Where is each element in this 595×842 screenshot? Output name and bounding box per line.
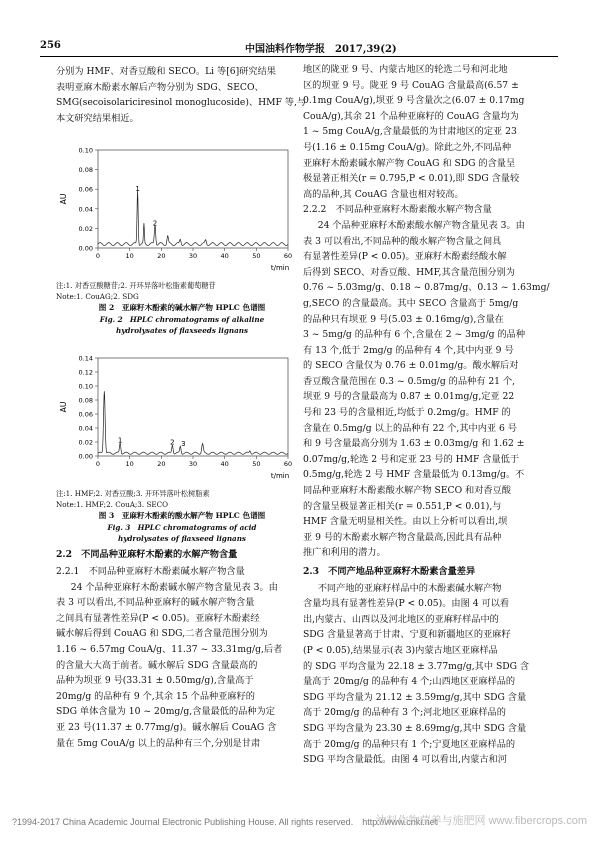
intro-paragraph [56, 64, 308, 126]
text-line: 的 SECO 含量仅为 0.76 ± 0.01mg/g。酸水解后对 [303, 360, 519, 372]
y-tick-label: 0.10 [78, 146, 93, 155]
peak-label: 2 [170, 438, 175, 447]
text-line: 24 个品种亚麻籽木酚素碱水解产物含量见表 3。由 [70, 581, 278, 593]
x-tick-label: 40 [220, 460, 229, 469]
text-line: 亚 23 号(11.37 ± 0.77mg/g)。碱水解后 CouAG 含 [56, 721, 277, 733]
copyright-footer: ?1994-2017 China Academic Journal Electronic Publishing House. All rights reserved. http://www.cnki.net [12, 817, 438, 827]
text-line: CouA/g),其余 21 个品种亚麻籽的 CouAG 含量均为 [303, 110, 519, 122]
text-line: 表 3 可以看出,不同品种亚麻籽的碱水解产物含量 [56, 597, 255, 609]
text-line: 号和 23 号的含量相近,均低于 0.2mg/g。HMF 的 [303, 407, 511, 419]
x-tick-label: 60 [283, 460, 293, 469]
text-line: 的品种只有坝亚 9 号(5.03 ± 0.16mg/g),含量在 [303, 313, 504, 325]
text-line: 品种为坝亚 9 号(33.31 ± 0.50mg/g),含量高于 [56, 675, 254, 687]
y-axis-label: AU [59, 402, 68, 413]
text-line: 高的品种,其 CouAG 含量也相对较高。 [303, 188, 464, 200]
text-line: 1.16 ~ 6.57mg CouA/g、11.37 ~ 33.31mg/g,后者 [56, 643, 283, 655]
figure-3 [56, 338, 308, 544]
y-tick-label: 0.08 [78, 396, 93, 405]
journal-title: 中国油料作物学报 2017,39(2) [245, 44, 397, 55]
x-tick-label: 0 [95, 460, 101, 469]
y-tick-label: 0.12 [78, 368, 93, 377]
text-line: (P < 0.05),结果显示(表 3)内蒙古地区亚麻样品 [303, 644, 498, 656]
peak-label: 1 [117, 436, 123, 445]
para-2-2-1 [56, 580, 308, 752]
fig3-note-en: Note:1. HMF;2. CouA;3. SECO [56, 500, 169, 510]
chromatogram-trace [98, 392, 288, 455]
x-tick-label: 50 [252, 460, 261, 469]
text-line: 有 13 个,低于 2mg/g 的品种有 4 个,其中内亚 9 号 [303, 344, 514, 356]
text-line: 本文研究结果相近。 [56, 112, 139, 124]
text-line: 量高于 20mg/g 的品种有 4 个;山西地区亚麻样品的 [303, 676, 516, 688]
fig3-chromatogram [56, 338, 308, 488]
y-tick-label: 0.06 [78, 410, 93, 419]
fig3-caption-en-1: Fig. 3 HPLC chromatograms of acid [107, 523, 257, 533]
text-line: 1 ~ 5mg CouA/g,含量最低的为甘肃地区的定亚 23 [303, 126, 517, 138]
figure-2 [56, 130, 308, 336]
text-line: SDG 平均含量为 23.30 ± 8.69mg/g,其中 SDG 含量 [303, 722, 527, 734]
text-line: 量在 5mg CouA/g 以上的品种有三个,分别是甘肃 [56, 737, 261, 749]
text-line: 0.1mg CouA/g),坝亚 9 号含量次之(6.07 ± 0.17mg [303, 95, 525, 107]
text-line: 和 9 号含量最高分别为 1.63 ± 0.03mg/g 和 1.62 ± [303, 438, 525, 450]
text-line: 0.07mg/g,轮选 2 号和定亚 23 号的 HMF 含量低于 [303, 453, 520, 465]
section-2-2-2-heading: 2.2.2 不同品种亚麻籽木酚素酸水解产物含量 [303, 204, 492, 216]
text-line: 区的坝亚 9 号。陇亚 9 号 CouAG 含量最高(6.57 ± [303, 79, 519, 91]
text-line: SDG 含量显著高于甘肃、宁夏和新疆地区的亚麻籽 [303, 629, 511, 641]
x-axis-label: t/min [270, 264, 290, 273]
para-right-a [303, 62, 565, 202]
fig2-caption-en-1: Fig. 2 HPLC chromatograms of alkaline [99, 315, 265, 325]
x-tick-label: 0 [95, 252, 101, 261]
section-2-3-heading: 2.3 不同产地品种亚麻籽木酚素含量差异 [303, 566, 476, 577]
text-line: SDG 平均含量为 21.12 ± 3.59mg/g,其中 SDG 含量 [303, 691, 527, 703]
text-line: 0.5mg/g,轮选 2 号 HMF 含量最低为 0.13mg/g。不 [303, 469, 525, 481]
text-line: 极显著正相关(r = 0.795,P < 0.01),即 SDG 含量较 [303, 173, 520, 185]
text-line: 的 SDG 平均含量为 22.18 ± 3.77mg/g,其中 SDG 含 [303, 660, 530, 672]
text-line: 亚 9 号的木酚素水解产物含量最高,因此具有品种 [303, 531, 502, 543]
text-line: 有显著性差异(P < 0.05)。亚麻籽木酚素经酸水解 [303, 251, 507, 263]
text-line: 的含量呈极显著正相关(r = 0.551,P < 0.01),与 [303, 500, 502, 512]
y-tick-label: 0.04 [78, 205, 93, 214]
x-tick-label: 20 [157, 460, 166, 469]
x-tick-label: 60 [283, 252, 293, 261]
text-line: 推广和利用的潜力。 [303, 547, 386, 559]
right-column [303, 62, 565, 768]
y-tick-label: 0.10 [78, 382, 93, 391]
fig3-caption-en-2: hydrolysates of flaxseed lignans [118, 534, 246, 544]
text-line: 高于 20mg/g 的品种只有 1 个;宁夏地区亚麻样品的 [303, 738, 516, 750]
peak-label: 1 [135, 185, 140, 194]
fig2-note-cn: 注:1. 对香豆酸糖苷;2. 开环异落叶松脂素葡萄糖苷 [56, 281, 216, 291]
text-line: 表 3 可以看出,不同品种的酸水解产物含量之间具 [303, 235, 502, 247]
fig2-caption-en-2: hydrolysates of flaxseeds lignans [115, 326, 249, 336]
section-2-2-heading: 2.2 不同品种亚麻籽木酚素的水解产物含量 [56, 549, 238, 561]
plot-frame [98, 358, 288, 456]
text-line: 香豆酸含量范围在 0.3 ~ 0.5mg/g 的品种有 21 个, [303, 375, 516, 387]
y-tick-label: 0.08 [78, 166, 93, 175]
y-tick-label: 0.14 [78, 354, 93, 363]
text-line: 高于 20mg/g 的品种有 3 个;河北地区亚麻样品的 [303, 707, 506, 719]
x-tick-label: 20 [157, 252, 166, 261]
x-tick-label: 50 [252, 252, 261, 261]
header-rule [40, 56, 558, 57]
y-axis-label: AU [59, 194, 68, 205]
x-tick-label: 10 [125, 460, 134, 469]
left-column [56, 64, 308, 751]
y-tick-label: 0.02 [78, 438, 93, 447]
text-line: 出,内蒙古、山西以及河北地区的亚麻籽样品中的 [303, 613, 499, 625]
text-line: 坝亚 9 号的含量最高为 0.87 ± 0.01mg/g,定亚 22 [303, 391, 515, 403]
fig3-note-cn: 注:1. HMF;2. 对香豆酸;3. 开环异落叶松树脂素 [56, 489, 210, 499]
peak-label: 3 [181, 440, 186, 449]
text-line: 后得到 SECO、对香豆酸、HMF,其含量范围分别为 [303, 266, 515, 278]
text-line: 之间具有显著性差异(P < 0.05)。亚麻籽木酚素经 [56, 612, 260, 624]
peak-label: 2 [152, 219, 158, 228]
text-line: SDG 单体含量为 10 ~ 20mg/g,含量最低的品种为定 [56, 706, 275, 718]
y-tick-label: 0.06 [78, 186, 93, 195]
page-number: 256 [40, 40, 61, 51]
text-line: 不同产地的亚麻籽样品中的木酚素碱水解产物 [317, 582, 502, 594]
text-line: 亚麻籽木酚素碱水解产物 CouAG 和 SDG 的含量呈 [303, 157, 516, 169]
text-line: 含量在 0.5mg/g 以上的品种有 22 个,其中内亚 6 号 [303, 422, 517, 434]
text-line: 的含量大大高于前者。碱水解后 SDG 含量最高的 [56, 659, 258, 671]
y-tick-label: 0.04 [78, 424, 93, 433]
text-line: SMG(secoisolariciresinol monoglucoside)、HMF 等,与 [56, 97, 307, 109]
text-line: g,SECO 的含量最高。其中 SECO 含量高于 5mg/g [303, 297, 519, 309]
fig2-chromatogram [56, 130, 308, 280]
text-line: 含量均具有显著性差异(P < 0.05)。由图 4 可以看 [303, 598, 510, 610]
text-line: HMF 含量无明显相关性。由以上分析可以看出,坝 [303, 516, 508, 528]
para-2-2-2 [303, 218, 565, 561]
text-line: 3 ~ 5mg/g 的品种有 6 个,含量在 2 ~ 3mg/g 的品种 [303, 329, 526, 341]
x-tick-label: 30 [188, 460, 198, 469]
y-tick-label: 0.00 [78, 452, 93, 461]
y-tick-label: 0.02 [78, 225, 93, 234]
chromatogram-trace [98, 191, 288, 246]
section-2-2-1-heading: 2.2.1 不同品种亚麻籽木酚素碱水解产物含量 [56, 565, 245, 577]
text-line: SDG 平均含量最低。由图 4 可以看出,内蒙古和河 [303, 754, 507, 766]
text-line: 表明亚麻木酚素水解后产物分别为 SDG、SECO、 [56, 81, 264, 93]
fig2-caption-cn: 图 2 亚麻籽木酚素的碱水解产物 HPLC 色谱图 [98, 303, 266, 313]
para-2-3 [303, 581, 565, 768]
fig3-caption-cn: 图 3 亚麻籽木酚素的酸水解产物 HPLC 色谱图 [98, 511, 266, 521]
y-tick-label: 0.00 [78, 244, 93, 253]
fig2-note-en: Note:1. CouAG;2. SDG [56, 292, 139, 302]
plot-frame [98, 150, 288, 248]
x-tick-label: 40 [220, 252, 229, 261]
text-line: 分别为 HMF、对香豆酸和 SECO。Li 等[6]研究结果 [56, 66, 276, 77]
text-line: 地区的陇亚 9 号、内蒙古地区的轮选二号和河北地 [303, 64, 508, 75]
text-line: 号(1.16 ± 0.15mg CouA/g)。除此之外,不同品种 [303, 141, 512, 153]
text-line: 同品种亚麻籽木酚素酸水解产物 SECO 和对香豆酸 [303, 485, 511, 497]
x-tick-label: 10 [125, 252, 134, 261]
x-tick-label: 30 [188, 252, 198, 261]
text-line: 24 个品种亚麻籽木酚素酸水解产物含量见表 3。由 [317, 219, 525, 231]
x-axis-label: t/min [270, 472, 290, 481]
watermark: 油料作物营养与施肥网 www.fibercrops.com [375, 815, 587, 827]
text-line: 20mg/g 的品种有 9 个,其余 15 个品种亚麻籽的 [56, 690, 255, 702]
text-line: 碱水解后得到 CouAG 和 SDG,二者含量范围分别为 [56, 628, 268, 640]
text-line: 0.76 ~ 5.03mg/g、0.18 ~ 0.87mg/g、0.13 ~ 1.63mg/ [303, 282, 550, 294]
